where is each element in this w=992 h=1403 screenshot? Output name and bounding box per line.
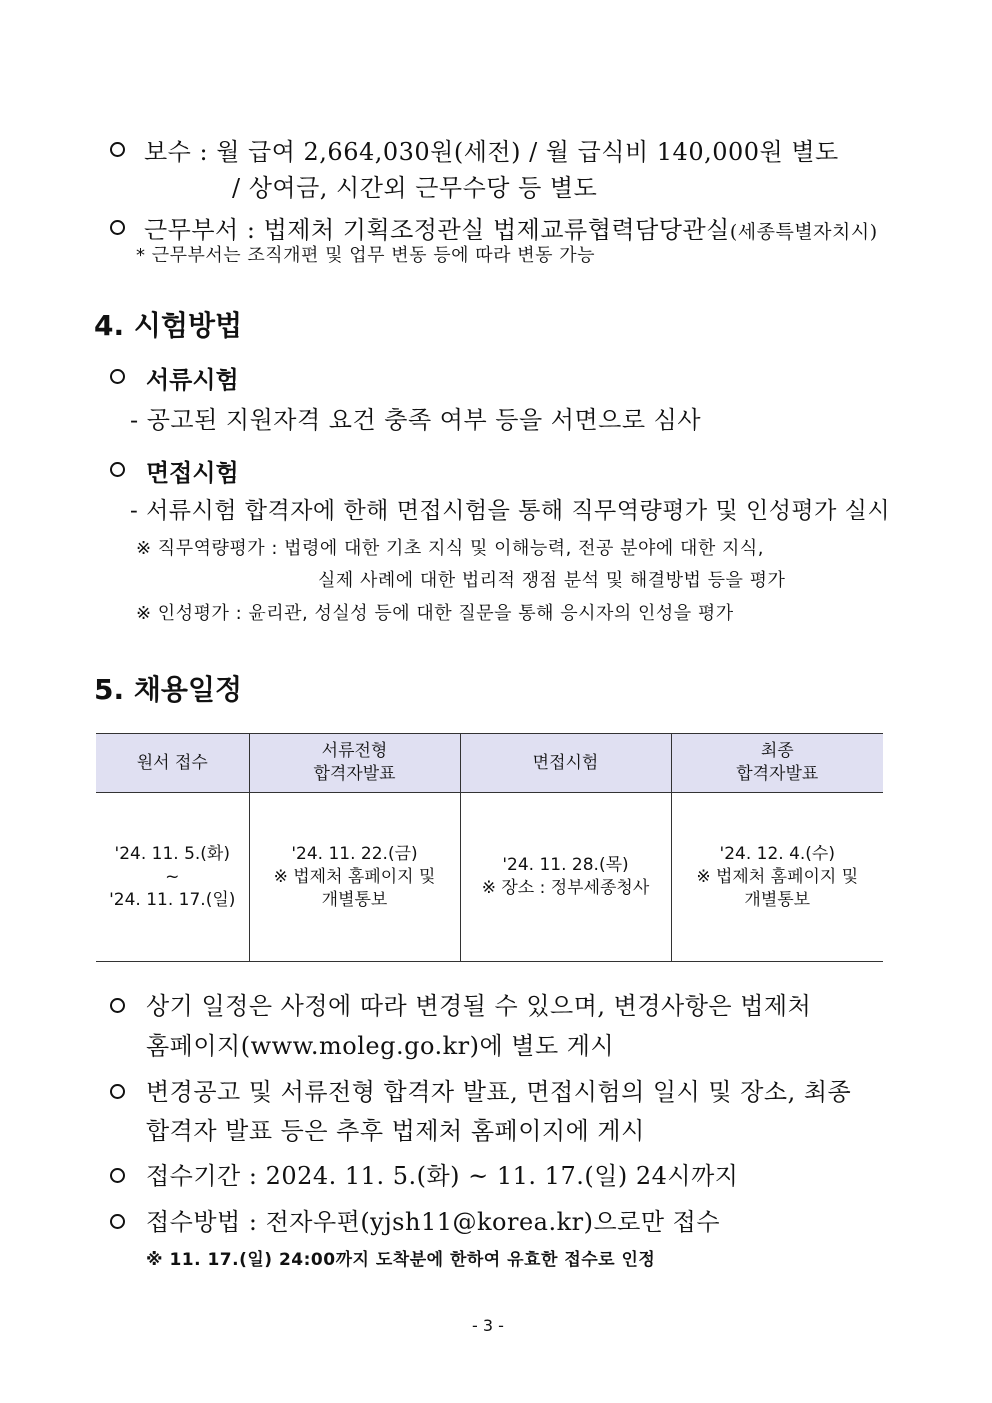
bullet-circle [110, 142, 125, 157]
header-final-result [671, 734, 883, 793]
header-doc-result [249, 734, 460, 793]
header-text: 원서 접수 [136, 752, 208, 773]
note-3: 접수기간 : 2024. 11. 5.(화) ~ 11. 17.(일) 24시까지 [146, 1162, 739, 1190]
bullet-circle [110, 369, 125, 384]
header-text: 합격자발표 [736, 764, 819, 784]
note-1-line-2: 홈페이지(www.moleg.go.kr)에 별도 게시 [146, 1032, 615, 1060]
cell-application [96, 793, 249, 962]
note-2-line-2: 합격자 발표 등은 추후 법제처 홈페이지에 게시 [146, 1117, 645, 1145]
note-2-line-1: 변경공고 및 서류전형 합격자 발표, 면접시험의 일시 및 장소, 최종 [146, 1078, 852, 1106]
pay-line-1: 보수 : 월 급여 2,664,030원(세전) / 월 급식비 140,000원 별도 [144, 138, 839, 166]
cell-text: '24. 11. 17.(일) [109, 889, 236, 910]
cell-text: ※ 법제처 홈페이지 및 [273, 866, 436, 887]
section-5-title: 5. 채용일정 [94, 673, 243, 706]
header-text: 면접시험 [532, 752, 599, 773]
personality-note: ※ 인성평가 : 윤리관, 성실성 등에 대한 질문을 통해 응시자의 인성을 평가 [136, 603, 734, 624]
cell-interview [460, 793, 671, 962]
dept-note: * 근무부서는 조직개편 및 업무 변동 등에 따라 변동 가능 [136, 245, 596, 266]
deadline-note: ※ 11. 17.(일) 24:00까지 도착분에 한하여 유효한 접수로 인정 [146, 1250, 656, 1270]
header-text: 최종 [760, 741, 794, 761]
doc-exam-title: 서류시험 [146, 365, 239, 394]
cell-text: '24. 11. 5.(화) [114, 843, 230, 864]
cell-text: ※ 장소 : 정부세종청사 [481, 878, 650, 898]
doc-exam-desc: - 공고된 지원자격 요건 충족 여부 등을 서면으로 심사 [130, 406, 702, 434]
cell-text: '24. 12. 4.(수) [719, 843, 835, 864]
schedule-header-row [96, 734, 883, 793]
page-number: - 3 - [472, 1316, 504, 1335]
dept-name: 근무부서 : 법제처 기획조정관실 법제교류협력담당관실 [144, 216, 730, 244]
cell-text: '24. 11. 28.(목) [502, 855, 629, 875]
bullet-circle [110, 462, 125, 477]
cell-final-result [671, 793, 883, 962]
cell-text: 개별통보 [321, 889, 388, 910]
bullet-circle [110, 1168, 125, 1183]
competency-note-2: 실제 사례에 대한 법리적 쟁점 분석 및 해결방법 등을 평가 [318, 570, 786, 591]
bullet-circle [110, 220, 125, 235]
interview-desc: - 서류시험 합격자에 한해 면접시험을 통해 직무역량평가 및 인성평가 실시 [130, 498, 891, 524]
bullet-circle [110, 998, 125, 1013]
schedule-row [96, 793, 883, 962]
note-1-line-1: 상기 일정은 사정에 따라 변경될 수 있으며, 변경사항은 법제처 [146, 992, 812, 1020]
header-text: 서류전형 [321, 741, 388, 761]
cell-text: 개별통보 [744, 889, 811, 910]
competency-note-1: ※ 직무역량평가 : 법령에 대한 기초 지식 및 이해능력, 전공 분야에 대한 지식, [136, 538, 764, 559]
pay-line-2: / 상여금, 시간외 근무수당 등 별도 [232, 174, 598, 202]
cell-text: ~ [165, 866, 180, 887]
section-4-title: 4. 시험방법 [94, 309, 243, 342]
dept-location: (세종특별자치시) [729, 221, 878, 243]
note-4: 접수방법 : 전자우편(yjsh11@korea.kr)으로만 접수 [146, 1208, 721, 1236]
header-text: 합격자발표 [313, 764, 396, 784]
cell-text: '24. 11. 22.(금) [291, 843, 418, 864]
bullet-circle [110, 1214, 125, 1229]
header-application [96, 734, 249, 793]
interview-title: 면접시험 [146, 458, 239, 487]
dept-line [144, 210, 878, 245]
bullet-circle [110, 1084, 125, 1099]
cell-text: ※ 법제처 홈페이지 및 [696, 866, 859, 887]
schedule-table [96, 733, 883, 962]
cell-doc-result [249, 793, 460, 962]
header-interview [460, 734, 671, 793]
